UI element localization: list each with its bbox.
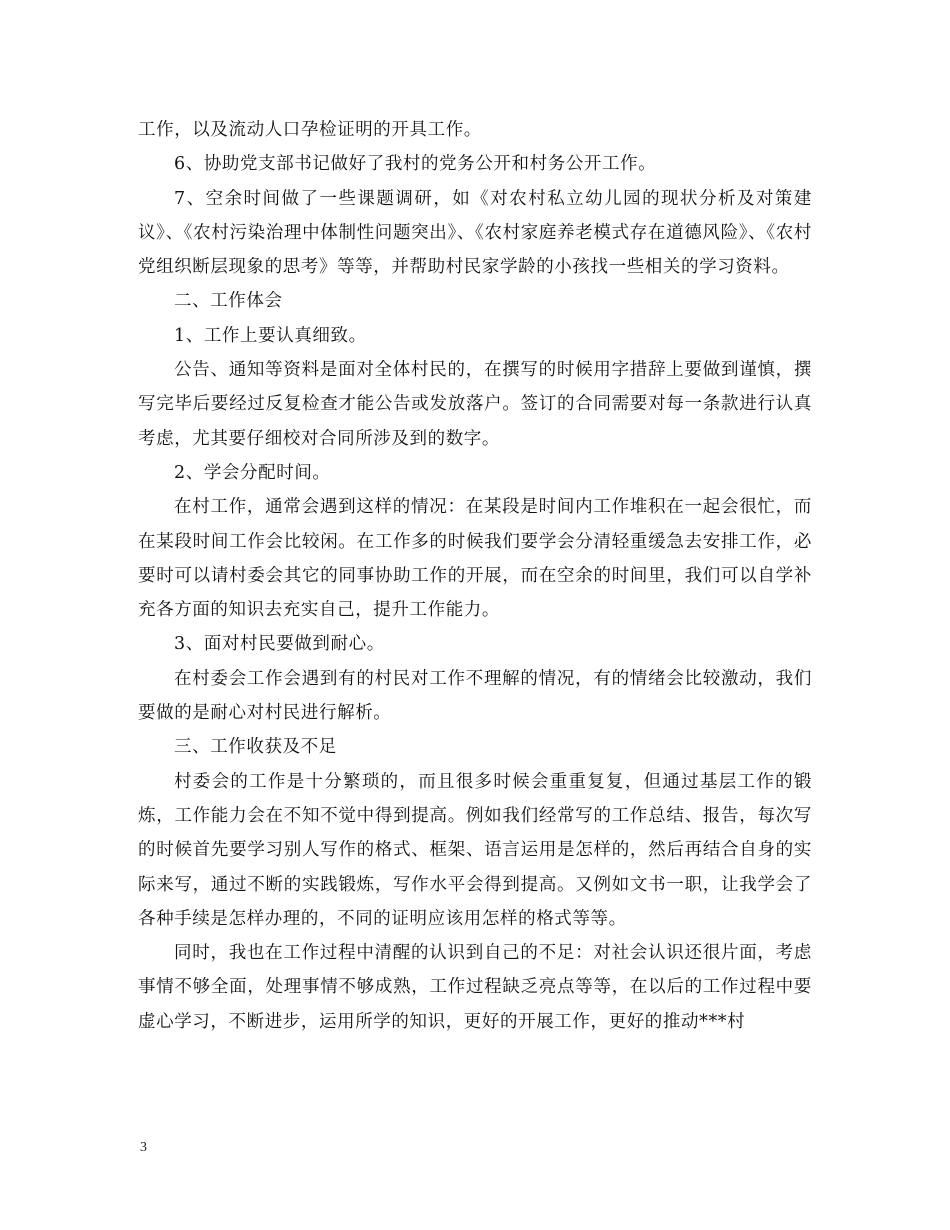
- section-heading-gains-shortcomings: 三、工作收获及不足: [174, 737, 337, 758]
- subheading-time-allocation: 2、学会分配时间。: [174, 462, 331, 483]
- paragraph-item-6: 6、协助党支部书记做好了我村的党务公开和村务公开工作。: [174, 154, 657, 175]
- paragraph-careful-work: 公告、通知等资料是面对全体村民的，在撰写的时候用字措辞上要做到谨慎，撰写完毕后要经过反复检查才能公告或发放落户。签订的合同需要对每一条款进行认真考虑，尤其要仔细校对合同所涉及到的数字。: [138, 360, 812, 449]
- section-heading-work-insights: 二、工作体会: [174, 291, 283, 312]
- page-number: 3: [140, 1140, 147, 1155]
- subheading-patience: 3、面对村民要做到耐心。: [174, 634, 385, 655]
- paragraph-gains: 村委会的工作是十分繁琐的，而且很多时候会重重复复，但通过基层工作的锻炼，工作能力会在不知不觉中得到提高。例如我们经常写的工作总结、报告，每次写的时候首先要学习别人写作的格式、框架、语言运用是怎样的，然后再结合自身的实际来写，通过不断的实践锻炼，写作水平会得到提高。又例如文书一职，让我学会了各种手续是怎样办理的，不同的证明应该用怎样的格式等等。: [138, 771, 812, 929]
- document-body: [138, 113, 812, 1039]
- paragraph-patience: 在村委会工作会遇到有的村民对工作不理解的情况，有的情绪会比较激动，我们要做的是耐心对村民进行解析。: [138, 668, 812, 724]
- paragraph-shortcomings: 同时，我也在工作过程中清醒的认识到自己的不足：对社会认识还很片面，考虑事情不够全面，处理事情不够成熟，工作过程缺乏亮点等等，在以后的工作过程中要虚心学习，不断进步，运用所学的知识，更好的开展工作，更好的推动***村: [138, 943, 812, 1032]
- subheading-careful-work: 1、工作上要认真细致。: [174, 325, 367, 346]
- paragraph-item-7: 7、空余时间做了一些课题调研，如《对农村私立幼儿园的现状分析及对策建议》、《农村污染治理中体制性问题突出》、《农村家庭养老模式存在道德风险》、《农村党组织断层现象的思考》等等，并帮助村民家学龄的小孩找一些相关的学习资料。: [138, 188, 812, 278]
- paragraph-time-allocation: 在村工作，通常会遇到这样的情况：在某段是时间内工作堆积在一起会很忙，而在某段时间工作会比较闲。在工作多的时候我们要学会分清轻重缓急去安排工作，必要时可以请村委会其它的同事协助工作的开展，而在空余的时间里，我们可以自学补充各方面的知识去充实自己，提升工作能力。: [138, 497, 812, 621]
- paragraph-continuation: 工作，以及流动人口孕检证明的开具工作。: [138, 120, 482, 140]
